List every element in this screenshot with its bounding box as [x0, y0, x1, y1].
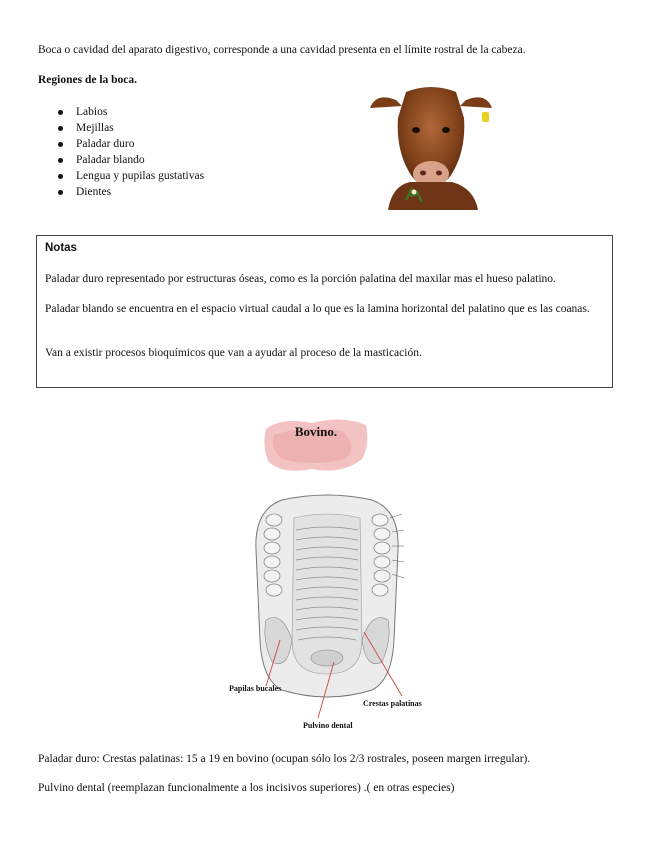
- figure-label-pulvino: Pulvino dental: [303, 721, 353, 730]
- palate-diagram: [222, 490, 432, 730]
- list-item: Labios: [58, 104, 204, 120]
- list-item: Paladar duro: [58, 136, 204, 152]
- note-paragraph: Paladar blando se encuentra en el espacio virtual caudal a lo que es la lamina horizontal del palatino que es las coanas.: [45, 303, 590, 315]
- regions-list: [58, 104, 204, 200]
- notes-box: [36, 235, 613, 388]
- list-item: Paladar blando: [58, 152, 204, 168]
- caption-paragraph: Pulvino dental (reemplazan funcionalmente a los incisivos superiores) .( en otras especies): [38, 782, 455, 794]
- list-item: Mejillas: [58, 120, 204, 136]
- cow-image: [366, 78, 496, 210]
- section-title: Bovino.: [294, 424, 338, 439]
- note-paragraph: Paladar duro representado por estructuras óseas, como es la porción palatina del maxilar mas el hueso palatino.: [45, 273, 556, 285]
- list-item: Dientes: [58, 184, 204, 200]
- note-paragraph: Van a existir procesos bioquímicos que van a ayudar al proceso de la masticación.: [45, 347, 422, 359]
- intro-paragraph: Boca o cavidad del aparato digestivo, corresponde a una cavidad presenta en el límite rostral de la cabeza.: [38, 44, 526, 56]
- figure-label-crestas: Crestas palatinas: [363, 699, 422, 708]
- caption-paragraph: Paladar duro: Crestas palatinas: 15 a 19 en bovino (ocupan sólo los 2/3 rostrales, poseen margen irregular).: [38, 753, 531, 765]
- list-item: Lengua y pupilas gustativas: [58, 168, 204, 184]
- regions-heading: Regiones de la boca.: [38, 74, 138, 86]
- notes-title: Notas: [45, 242, 77, 254]
- figure-label-papilas: Papilas bucales: [229, 684, 282, 693]
